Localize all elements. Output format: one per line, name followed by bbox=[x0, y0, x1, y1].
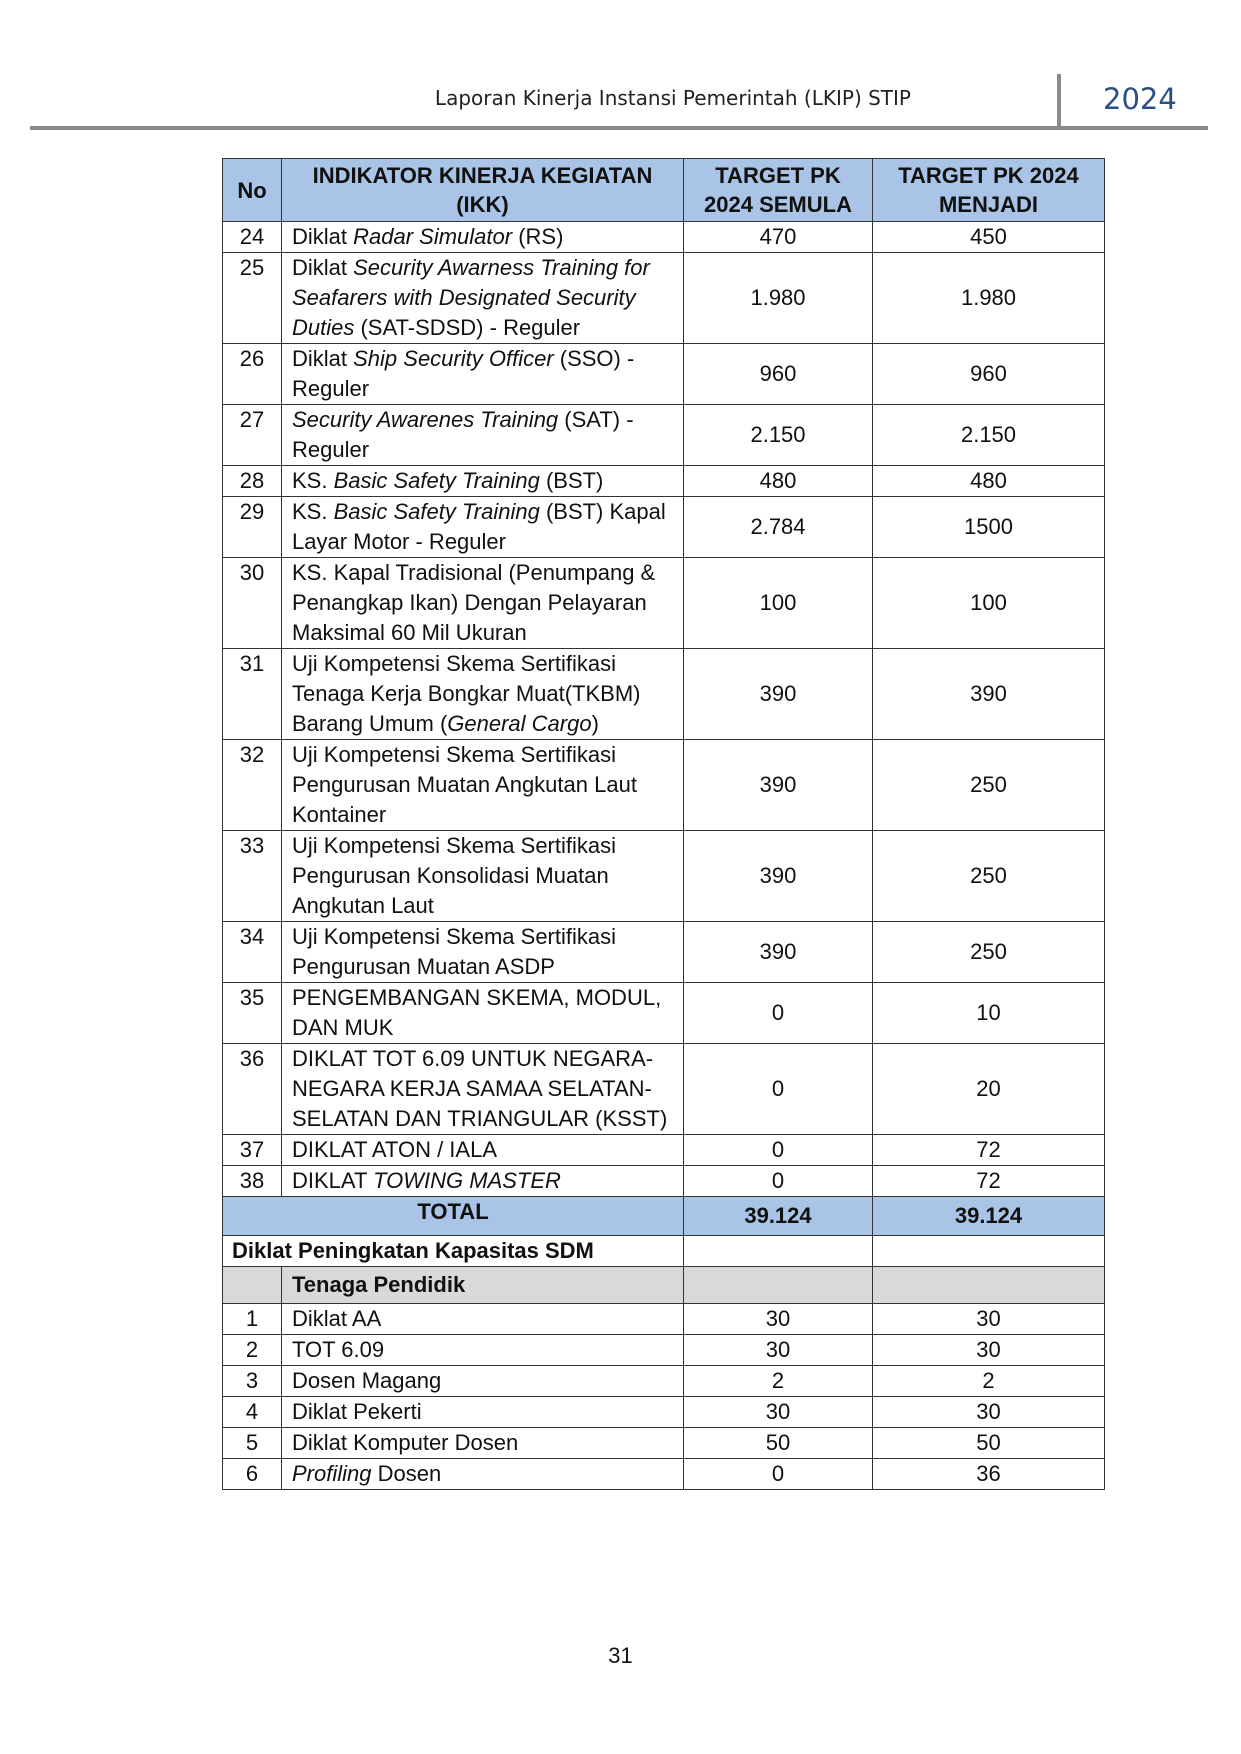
indicator-cell bbox=[282, 649, 684, 740]
total-semula: 39.124 bbox=[684, 1197, 873, 1236]
target-menjadi-cell: 1.980 bbox=[873, 253, 1105, 344]
column-header-indicator: INDIKATOR KINERJA KEGIATAN (IKK) bbox=[282, 159, 684, 222]
row-number: 30 bbox=[223, 558, 282, 649]
indicator-cell bbox=[282, 497, 684, 558]
table-row bbox=[223, 558, 1105, 649]
target-semula-cell: 390 bbox=[684, 649, 873, 740]
indicator-cell bbox=[282, 1135, 684, 1166]
indicator-text: Dosen bbox=[371, 1461, 442, 1486]
indicator-cell bbox=[282, 1428, 684, 1459]
row-number: 26 bbox=[223, 344, 282, 405]
target-menjadi-cell: 72 bbox=[873, 1166, 1105, 1197]
total-label: TOTAL bbox=[223, 1197, 684, 1236]
row-number: 3 bbox=[223, 1366, 282, 1397]
indicator-text: Security Awarness Training for Seafarers with Designated Security Duties bbox=[292, 255, 650, 340]
table-row bbox=[223, 649, 1105, 740]
indicator-text: Basic Safety Training bbox=[333, 468, 540, 493]
target-menjadi-cell: 2 bbox=[873, 1366, 1105, 1397]
target-menjadi-cell: 390 bbox=[873, 649, 1105, 740]
total-menjadi: 39.124 bbox=[873, 1197, 1105, 1236]
target-semula-cell: 100 bbox=[684, 558, 873, 649]
page-number: 31 bbox=[608, 1643, 633, 1668]
target-semula-cell: 30 bbox=[684, 1304, 873, 1335]
section-empty-cell bbox=[873, 1236, 1105, 1267]
indicator-text: Diklat bbox=[292, 224, 354, 249]
indicator-cell bbox=[282, 1304, 684, 1335]
table-row bbox=[223, 1428, 1105, 1459]
indicator-cell bbox=[282, 1366, 684, 1397]
total-row bbox=[223, 1197, 1105, 1236]
table-row bbox=[223, 983, 1105, 1044]
table-row bbox=[223, 1366, 1105, 1397]
target-semula-cell: 0 bbox=[684, 1135, 873, 1166]
target-menjadi-cell: 30 bbox=[873, 1304, 1105, 1335]
table-row bbox=[223, 1135, 1105, 1166]
indicator-text: DIKLAT bbox=[292, 1168, 374, 1193]
indicator-cell bbox=[282, 1166, 684, 1197]
column-header-no: No bbox=[223, 159, 282, 222]
subsection-empty-cell bbox=[684, 1267, 873, 1304]
target-menjadi-cell: 100 bbox=[873, 558, 1105, 649]
subsection-empty-cell bbox=[223, 1267, 282, 1304]
table-row bbox=[223, 497, 1105, 558]
indicator-text: Diklat bbox=[292, 255, 354, 280]
target-menjadi-cell: 10 bbox=[873, 983, 1105, 1044]
target-semula-cell: 0 bbox=[684, 1459, 873, 1490]
indicator-cell bbox=[282, 253, 684, 344]
table-row bbox=[223, 253, 1105, 344]
indicator-text: Uji Kompetensi Skema Sertifikasi Tenaga Kerja Bongkar Muat(TKBM) Barang Umum ( bbox=[292, 651, 641, 736]
indicator-cell bbox=[282, 983, 684, 1044]
indicator-text: Dosen Magang bbox=[292, 1368, 442, 1393]
indicator-text: KS. Kapal Tradisional (Penumpang & Penangkap Ikan) Dengan Pelayaran Maksimal 60 Mil Ukuran bbox=[292, 560, 656, 645]
row-number: 33 bbox=[223, 831, 282, 922]
target-menjadi-cell: 960 bbox=[873, 344, 1105, 405]
row-number: 6 bbox=[223, 1459, 282, 1490]
column-header-target-semula: TARGET PK 2024 SEMULA bbox=[684, 159, 873, 222]
subsection-title: Tenaga Pendidik bbox=[282, 1267, 684, 1304]
table-row bbox=[223, 922, 1105, 983]
table-header-row bbox=[223, 159, 1105, 222]
target-semula-cell: 30 bbox=[684, 1397, 873, 1428]
indicator-text: Diklat bbox=[292, 346, 354, 371]
indicator-text: Ship Security Officer bbox=[353, 346, 554, 371]
target-menjadi-cell: 250 bbox=[873, 740, 1105, 831]
subsection-row bbox=[223, 1267, 1105, 1304]
indicator-text: (RS) bbox=[512, 224, 564, 249]
indicator-text: Uji Kompetensi Skema Sertifikasi Pengurusan Muatan ASDP bbox=[292, 924, 617, 979]
row-number: 5 bbox=[223, 1428, 282, 1459]
table-row bbox=[223, 405, 1105, 466]
indicator-text: General Cargo bbox=[447, 711, 592, 736]
target-menjadi-cell: 36 bbox=[873, 1459, 1105, 1490]
target-semula-cell: 2 bbox=[684, 1366, 873, 1397]
target-menjadi-cell: 1500 bbox=[873, 497, 1105, 558]
row-number: 28 bbox=[223, 466, 282, 497]
target-semula-cell: 0 bbox=[684, 1044, 873, 1135]
indicator-text: Diklat AA bbox=[292, 1306, 382, 1331]
row-number: 25 bbox=[223, 253, 282, 344]
indicator-text: (BST) Kapal Layar Motor - Reguler bbox=[292, 499, 666, 554]
indicator-text: Radar Simulator bbox=[353, 224, 513, 249]
indicator-cell bbox=[282, 740, 684, 831]
indicator-cell bbox=[282, 405, 684, 466]
indicator-text: (SSO) - Reguler bbox=[292, 346, 635, 401]
table-row bbox=[223, 344, 1105, 405]
indicator-cell bbox=[282, 1397, 684, 1428]
report-year: 2024 bbox=[1103, 82, 1177, 116]
indicator-cell bbox=[282, 558, 684, 649]
indicator-cell bbox=[282, 466, 684, 497]
row-number: 29 bbox=[223, 497, 282, 558]
row-number: 38 bbox=[223, 1166, 282, 1197]
target-semula-cell: 1.980 bbox=[684, 253, 873, 344]
indicator-text: Uji Kompetensi Skema Sertifikasi Pengurusan Konsolidasi Muatan Angkutan Laut bbox=[292, 833, 617, 918]
target-semula-cell: 0 bbox=[684, 1166, 873, 1197]
indicator-cell bbox=[282, 1044, 684, 1135]
indicator-text: TOT 6.09 bbox=[292, 1337, 385, 1362]
target-semula-cell: 390 bbox=[684, 740, 873, 831]
indicator-text: Profiling bbox=[292, 1461, 372, 1486]
row-number: 37 bbox=[223, 1135, 282, 1166]
target-semula-cell: 2.784 bbox=[684, 497, 873, 558]
indicator-text: (SAT) - Reguler bbox=[292, 407, 634, 462]
header-rule bbox=[30, 126, 1208, 130]
table-row bbox=[223, 1044, 1105, 1135]
indicator-text: Uji Kompetensi Skema Sertifikasi Pengurusan Muatan Angkutan Laut Kontainer bbox=[292, 742, 637, 827]
indicator-cell bbox=[282, 922, 684, 983]
target-semula-cell: 960 bbox=[684, 344, 873, 405]
table-row bbox=[223, 1397, 1105, 1428]
target-semula-cell: 50 bbox=[684, 1428, 873, 1459]
row-number: 32 bbox=[223, 740, 282, 831]
table-row bbox=[223, 222, 1105, 253]
indicator-cell bbox=[282, 222, 684, 253]
indicator-cell bbox=[282, 1335, 684, 1366]
row-number: 34 bbox=[223, 922, 282, 983]
row-number: 36 bbox=[223, 1044, 282, 1135]
indicator-cell bbox=[282, 831, 684, 922]
table-row bbox=[223, 1166, 1105, 1197]
indicator-text: Diklat Pekerti bbox=[292, 1399, 422, 1424]
row-number: 2 bbox=[223, 1335, 282, 1366]
report-title: Laporan Kinerja Instansi Pemerintah (LKIP) STIP bbox=[434, 86, 911, 110]
row-number: 27 bbox=[223, 405, 282, 466]
indicator-text: (BST) bbox=[539, 468, 604, 493]
target-menjadi-cell: 2.150 bbox=[873, 405, 1105, 466]
target-semula-cell: 480 bbox=[684, 466, 873, 497]
indicator-text: KS. bbox=[292, 499, 334, 524]
indicator-text: ) bbox=[591, 711, 599, 736]
target-menjadi-cell: 20 bbox=[873, 1044, 1105, 1135]
target-semula-cell: 2.150 bbox=[684, 405, 873, 466]
indicator-cell bbox=[282, 344, 684, 405]
header-separator bbox=[1057, 74, 1061, 126]
indicator-text: Basic Safety Training bbox=[333, 499, 540, 524]
target-menjadi-cell: 250 bbox=[873, 922, 1105, 983]
indicator-cell bbox=[282, 1459, 684, 1490]
table-row bbox=[223, 1459, 1105, 1490]
indicator-text: Diklat Komputer Dosen bbox=[292, 1430, 519, 1455]
table-row bbox=[223, 1304, 1105, 1335]
target-semula-cell: 390 bbox=[684, 831, 873, 922]
target-semula-cell: 0 bbox=[684, 983, 873, 1044]
row-number: 1 bbox=[223, 1304, 282, 1335]
target-menjadi-cell: 50 bbox=[873, 1428, 1105, 1459]
indicator-text: DIKLAT TOT 6.09 UNTUK NEGARA-NEGARA KERJA SAMAA SELATAN-SELATAN DAN TRIANGULAR (KSST) bbox=[292, 1046, 668, 1131]
row-number: 31 bbox=[223, 649, 282, 740]
target-semula-cell: 470 bbox=[684, 222, 873, 253]
section-empty-cell bbox=[684, 1236, 873, 1267]
subsection-empty-cell bbox=[873, 1267, 1105, 1304]
indicator-text: KS. bbox=[292, 468, 334, 493]
section-title: Diklat Peningkatan Kapasitas SDM bbox=[223, 1236, 684, 1267]
target-menjadi-cell: 450 bbox=[873, 222, 1105, 253]
section-row bbox=[223, 1236, 1105, 1267]
column-header-target-menjadi: TARGET PK 2024 MENJADI bbox=[873, 159, 1105, 222]
target-menjadi-cell: 30 bbox=[873, 1335, 1105, 1366]
indicator-text: (SAT-SDSD) - Reguler bbox=[354, 315, 581, 340]
table-row bbox=[223, 466, 1105, 497]
target-semula-cell: 390 bbox=[684, 922, 873, 983]
target-menjadi-cell: 72 bbox=[873, 1135, 1105, 1166]
indicator-text: DIKLAT ATON / IALA bbox=[292, 1137, 498, 1162]
target-semula-cell: 30 bbox=[684, 1335, 873, 1366]
performance-target-table bbox=[222, 158, 1105, 1490]
table-row bbox=[223, 1335, 1105, 1366]
page-header bbox=[0, 0, 1241, 140]
indicator-text: TOWING MASTER bbox=[373, 1168, 561, 1193]
target-menjadi-cell: 480 bbox=[873, 466, 1105, 497]
row-number: 4 bbox=[223, 1397, 282, 1428]
indicator-text: Security Awarenes Training bbox=[292, 407, 559, 432]
row-number: 24 bbox=[223, 222, 282, 253]
target-menjadi-cell: 250 bbox=[873, 831, 1105, 922]
indicator-text: PENGEMBANGAN SKEMA, MODUL, DAN MUK bbox=[292, 985, 662, 1040]
table-row bbox=[223, 740, 1105, 831]
table-row bbox=[223, 831, 1105, 922]
row-number: 35 bbox=[223, 983, 282, 1044]
target-menjadi-cell: 30 bbox=[873, 1397, 1105, 1428]
